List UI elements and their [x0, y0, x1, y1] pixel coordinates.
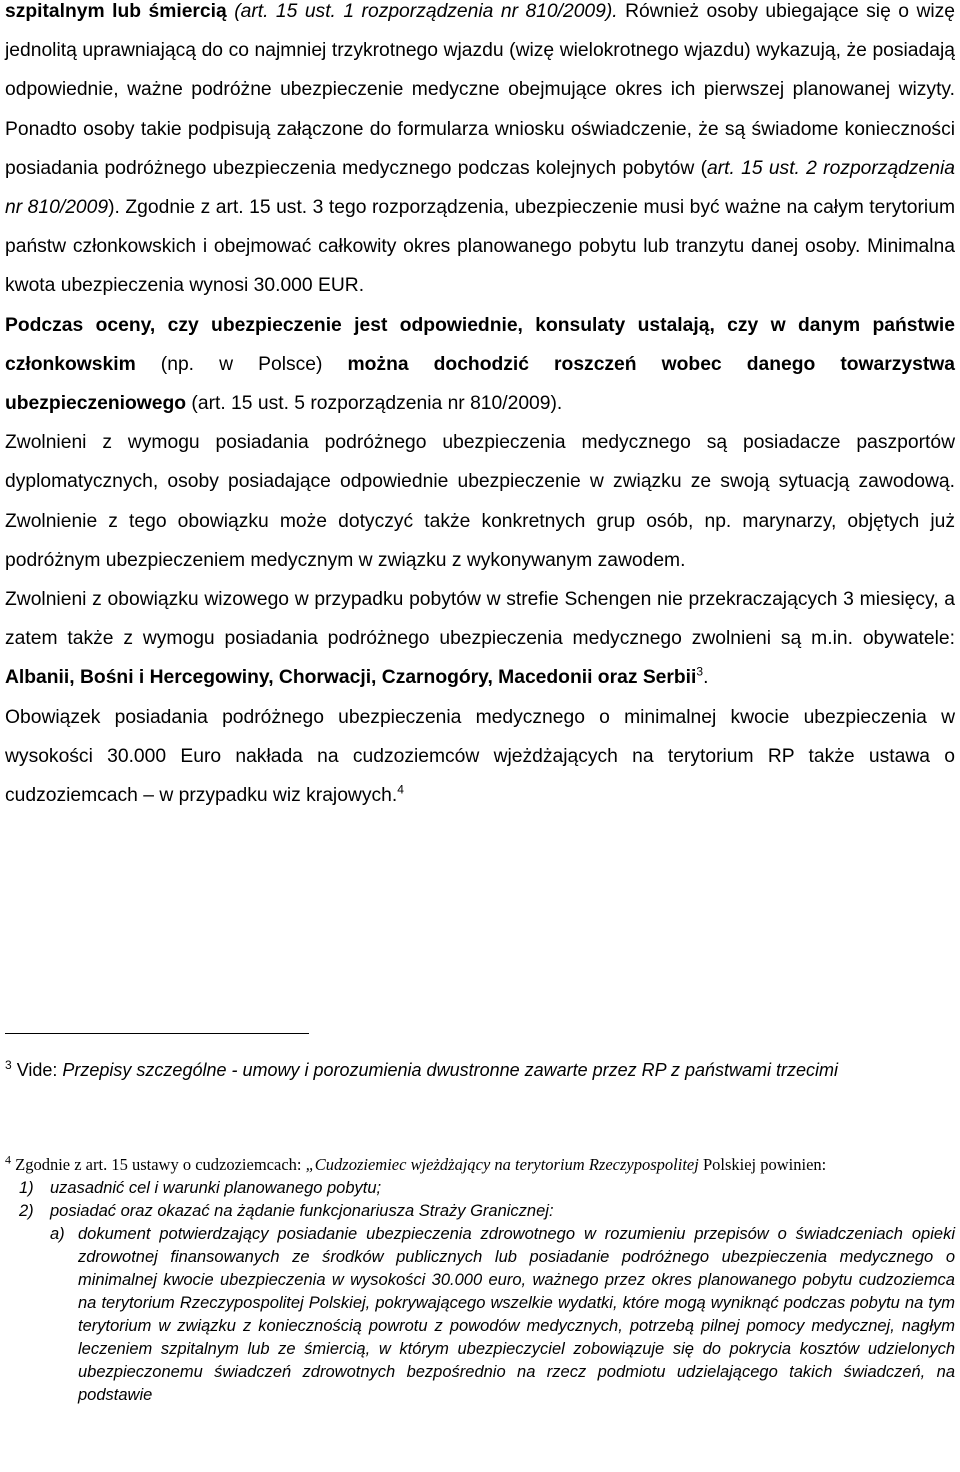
footnote-3: [5, 1051, 955, 1089]
paragraph-insurance-requirements: [5, 0, 955, 306]
list-item: [5, 1200, 955, 1407]
paragraph-text: Również osoby ubiegające się o wizę jednolitą uprawniającą do co najmniej trzykrotnego wjazdu (wizę wielokrotnego wjazdu) wykazują, że posiadają odpowiednie, ważne podróżne ubezpieczenie medyczne obejmujące okres ich pierwszej planowanej wizyty. Ponadto osoby takie podpisują załączone do formularza wniosku oświadczenie, że są świadome konieczności posiadania podróżnego ubezpieczenia medycznego podczas kolejnych pobytów (: [5, 1, 956, 179]
footnote-list: [5, 1177, 955, 1407]
paragraph-national-law: [5, 698, 955, 816]
footnote-text: Zgodnie z art. 15 ustawy o cudzoziemcach:: [11, 1155, 306, 1174]
list-number: 2): [19, 1202, 34, 1220]
footnote-text: Vide:: [11, 1060, 63, 1080]
list-text: uzasadnić cel i warunki planowanego pobytu;: [50, 1179, 382, 1197]
footnote-4: [5, 1153, 955, 1407]
bold-text: można dochodzić roszczeń wobec danego towarzystwa ubezpieczeniowego: [5, 353, 956, 415]
footnote-ref-4[interactable]: 4: [397, 782, 404, 797]
bold-country-list: Albanii, Bośni i Hercegowiny, Chorwacji, Czarnogóry, Macedonii oraz Serbii: [5, 667, 697, 689]
list-number: a): [50, 1225, 65, 1243]
paragraph-text: (np. w Polsce): [135, 353, 348, 375]
paragraph-text: .: [703, 667, 709, 689]
paragraph-text: ). Zgodnie z art. 15 ust. 3 tego rozporządzenia, ubezpieczenie musi być ważne na całym terytorium państw członkowskich i obejmować całkowity okres planowanego pobytu lub tranzytu danej osoby. Minimalna kwota ubezpieczenia wynosi 30.000 EUR.: [5, 197, 956, 297]
footnote-separator: [5, 1033, 309, 1034]
paragraph-exemptions: Zwolnieni z wymogu posiadania podróżnego ubezpieczenia medycznego są posiadacze paszportów dyplomatycznych, osoby posiadające odpowiednie ubezpieczenie w związku ze swoją sytuacją zawodową. Zwolnienie z tego obowiązku może dotyczyć także konkretnych grup osób, np. marynarzy, objętych już podróżnym ubezpieczeniem medycznym w związku z wykonywanym zawodem.: [5, 432, 955, 571]
list-number: 1): [19, 1179, 34, 1197]
bold-text: szpitalnym lub śmiercią: [5, 1, 227, 22]
document-page: [5, 0, 955, 815]
list-item: [50, 1223, 955, 1407]
footnote-lead: [5, 1153, 955, 1177]
paragraph-visa-free-citizens: [5, 580, 955, 698]
list-text: dokument potwierdzający posiadanie ubezpieczenia zdrowotnego w rozumieniu przepisów o świadczeniach opieki zdrowotnej finansowanych ze środków publicznych lub posiadanie podróżnego ubezpieczenia medycznego o minimalnej kwocie ubezpieczenia w wysokości 30.000 euro, ważnego przez okres planowanego pobytu cudzoziemca na terytorium Rzeczypospolitej Polskiej, pokrywającego wszelkie wydatki, które mogą wyniknąć podczas pobytu na tym terytorium w związku z koniecznością powrotu z powodów medycznych, potrzebą pilnej pomocy medycznej, nagłym leczeniem szpitalnym lub ze śmiercią, w którym ubezpieczyciel zobowiązuje się do pokrycia kosztów udzielonych ubezpieczonemu świadczeń zdrowotnych bezpośrednio na rzecz podmiotu udzielającego takich świadczeń, na podstawie: [78, 1225, 955, 1404]
footnote-number: 4: [5, 1152, 11, 1167]
paragraph-consulate-assessment: [5, 306, 955, 424]
footnote-ref-3[interactable]: 3: [696, 665, 704, 680]
footnote-italic-title: Przepisy szczególne - umowy i porozumienia dwustronne zawarte przez RP z państwami trzecimi: [62, 1060, 839, 1080]
italic-citation: (art. 15 ust. 1 rozporządzenia nr 810/2009).: [226, 1, 618, 22]
list-item: [5, 1177, 955, 1200]
paragraph-text: (art. 15 ust. 5 rozporządzenia nr 810/2009).: [186, 393, 563, 415]
list-text: posiadać oraz okazać na żądanie funkcjonariusza Straży Granicznej:: [50, 1202, 554, 1220]
footnote-number: 3: [5, 1058, 12, 1072]
paragraph-text: Obowiązek posiadania podróżnego ubezpieczenia medycznego o minimalnej kwocie ubezpieczenia w wysokości 30.000 Euro nakłada na cudzoziemców wjeżdżających na terytorium RP także ustawa o cudzoziemcach – w przypadku wiz krajowych.: [5, 706, 955, 807]
footnote-sublist: [50, 1223, 955, 1407]
footnote-text: Polskiej powinien:: [698, 1155, 827, 1174]
italic-citation: art. 15 ust. 2 rozporządzenia nr 810/2009: [5, 157, 955, 219]
bold-text: Podczas oceny, czy ubezpieczenie jest odpowiednie, konsulaty ustalają, czy w danym państwie członkowskim: [5, 314, 955, 375]
paragraph-text: Zwolnieni z obowiązku wizowego w przypadku pobytów w strefie Schengen nie przekraczających 3 miesięcy, a zatem także z wymogu posiadania podróżnego ubezpieczenia medycznego zwolnieni są m.in. obywatele:: [5, 589, 955, 650]
footnote-quote: „Cudzoziemiec wjeżdżający na terytorium Rzeczypospolitej: [305, 1155, 699, 1174]
